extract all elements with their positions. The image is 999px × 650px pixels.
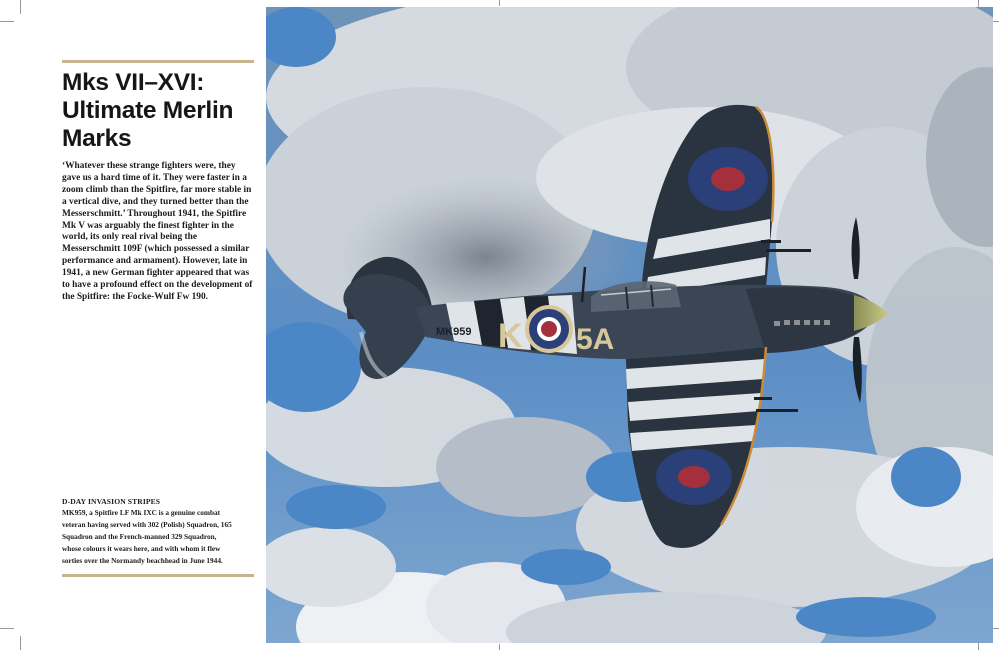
crop-mark (0, 628, 14, 629)
article-column (62, 60, 256, 304)
lower-roundel (656, 449, 732, 505)
spitfire-photo (266, 7, 993, 643)
upper-roundel (688, 147, 768, 211)
caption-heading: D-DAY INVASION STRIPES (62, 497, 161, 506)
photo-caption (62, 496, 256, 577)
title-rule (62, 60, 254, 63)
code-letter-k: K (498, 317, 523, 355)
caption-body: MK959, a Spitfire LF Mk IXC is a genuine combat veteran having served with 302 (Polish) Squadron, 165 Squadron and the French-manned 329 Squadron, whose colours it wears here, and with whom it flew sorties over the Normandy beachhead in June 1944. (62, 508, 232, 565)
serial-number: MK959 (436, 326, 472, 338)
lower-wing-stripes (626, 359, 764, 451)
fuselage-roundel (525, 305, 573, 353)
crop-mark (0, 21, 14, 22)
crop-mark (20, 636, 21, 650)
crop-mark (499, 0, 500, 6)
crop-mark (499, 644, 500, 650)
code-letters-5a: 5A (576, 323, 615, 356)
crop-mark (20, 0, 21, 14)
page-title: Mks VII–XVI: Ultimate Merlin Marks (62, 69, 234, 152)
caption-rule (62, 574, 254, 577)
intro-paragraph: ‘Whatever these strange fighters were, they gave us a hard time of it. They were faster in a zoom climb than the Spitfire, far more stable in a vertical dive, and they turned better than the Messerschmitt.’ Throughout 1941, the Spitfire Mk V was arguably the finest fighter in the world, its only real rival being the Messerschmitt 109F (which possessed a similar performance and armament). However, late in 1941, a new German fighter appeared that was to have a profound effect on the development of the Spitfire: the Focke-Wulf Fw 190. (62, 161, 253, 302)
